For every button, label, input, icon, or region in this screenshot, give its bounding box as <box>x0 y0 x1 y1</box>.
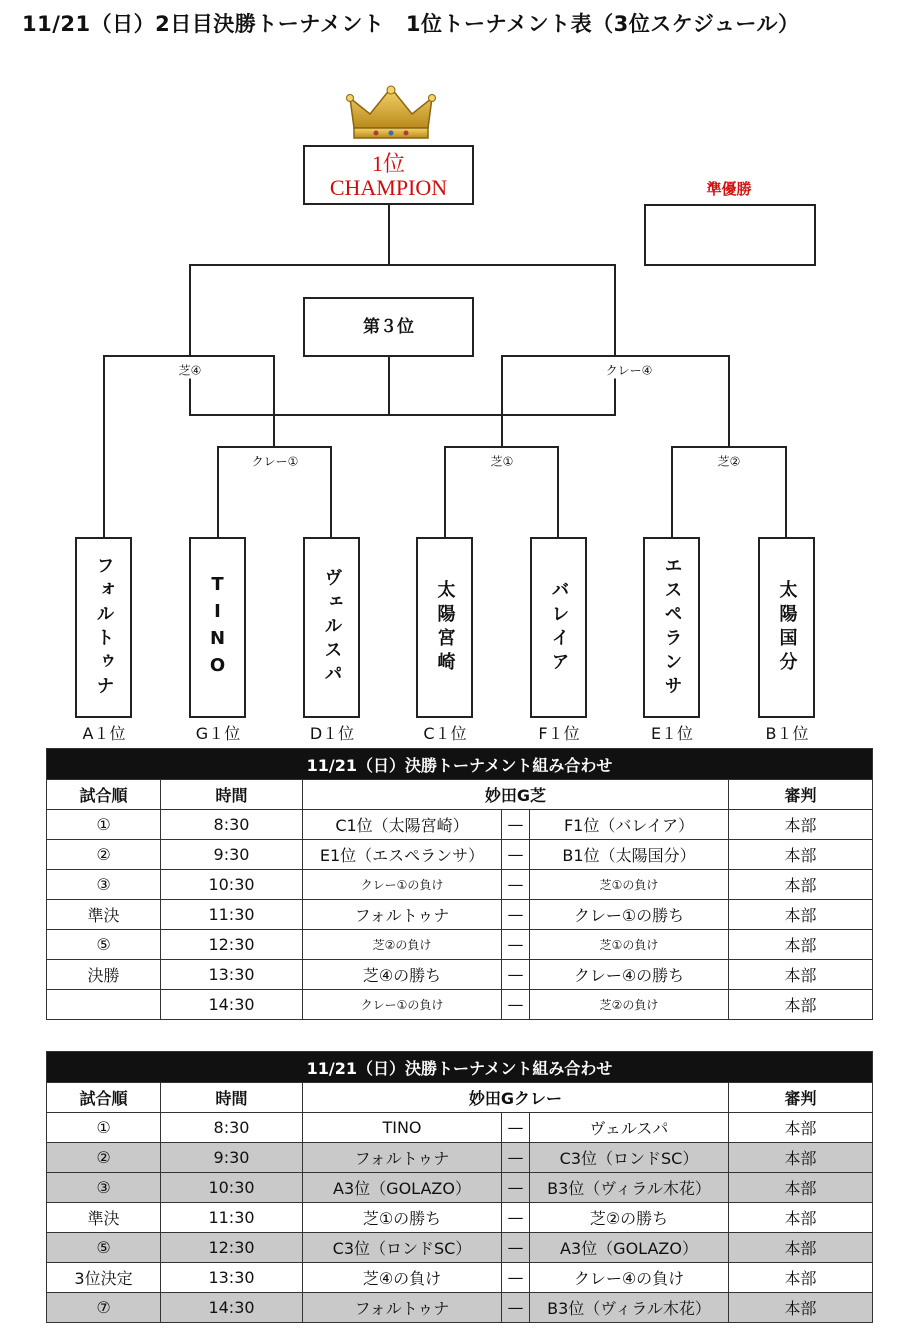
cell-referee: 本部 <box>729 810 873 840</box>
cell-referee: 本部 <box>729 900 873 930</box>
third-place-box: 第３位 <box>303 297 474 357</box>
cell-sep: — <box>502 1203 530 1233</box>
cell-away: 芝②の勝ち <box>530 1203 729 1233</box>
cell-order: 準決 <box>47 1203 161 1233</box>
cell-time: 13:30 <box>161 1263 303 1293</box>
team-name: エスペランサ <box>661 555 683 700</box>
cell-order: 準決 <box>47 900 161 930</box>
team-box <box>75 537 132 718</box>
crown-icon <box>346 84 436 142</box>
cell-away: クレー④の負け <box>530 1263 729 1293</box>
cell-order: ③ <box>47 1173 161 1203</box>
cell-home: フォルトゥナ <box>303 1293 502 1323</box>
cell-home: クレー①の負け <box>303 870 502 900</box>
cell-time: 11:30 <box>161 900 303 930</box>
table-row <box>47 1293 873 1323</box>
runner-up-label: 準優勝 <box>706 180 752 198</box>
cell-order: ② <box>47 1143 161 1173</box>
cell-home: フォルトゥナ <box>303 1143 502 1173</box>
cell-home: 芝①の勝ち <box>303 1203 502 1233</box>
table-row <box>47 900 873 930</box>
cell-sep: — <box>502 870 530 900</box>
cell-away: C3位（ロンドSC） <box>530 1143 729 1173</box>
header-referee: 審判 <box>729 1083 873 1113</box>
team-name: 太陽宮崎 <box>434 579 456 676</box>
cell-time: 14:30 <box>161 990 303 1020</box>
cell-sep: — <box>502 1263 530 1293</box>
team-seed: C１位 <box>423 724 467 743</box>
cell-time: 13:30 <box>161 960 303 990</box>
table-row <box>47 870 873 900</box>
cell-sep: — <box>502 1113 530 1143</box>
cell-sep: — <box>502 990 530 1020</box>
cell-order: 3位決定 <box>47 1263 161 1293</box>
header-referee: 審判 <box>729 780 873 810</box>
schedule-caption: 11/21（日）決勝トーナメント組み合わせ <box>47 749 873 780</box>
cell-referee: 本部 <box>729 1263 873 1293</box>
cell-home: 芝②の負け <box>303 930 502 960</box>
schedule-table-shiba <box>46 748 873 1020</box>
cell-away: B1位（太陽国分） <box>530 840 729 870</box>
cell-order: 決勝 <box>47 960 161 990</box>
table-row <box>47 1203 873 1233</box>
cell-home: フォルトゥナ <box>303 900 502 930</box>
cell-sep: — <box>502 840 530 870</box>
table-row <box>47 1233 873 1263</box>
cell-referee: 本部 <box>729 840 873 870</box>
cell-referee: 本部 <box>729 1293 873 1323</box>
cell-order: ⑤ <box>47 930 161 960</box>
cell-away: 芝②の負け <box>530 990 729 1020</box>
team-box <box>643 537 700 718</box>
cell-away: B3位（ヴィラル木花） <box>530 1173 729 1203</box>
table-header-row <box>47 1083 873 1113</box>
cell-order <box>47 990 161 1020</box>
match-label-clay4: クレー④ <box>603 362 656 379</box>
team-box <box>530 537 587 718</box>
team-seed: F１位 <box>538 724 580 743</box>
champion-label: CHAMPION <box>329 175 448 200</box>
cell-referee: 本部 <box>729 1203 873 1233</box>
table-row <box>47 1113 873 1143</box>
cell-order: ① <box>47 1113 161 1143</box>
cell-away: クレー④の勝ち <box>530 960 729 990</box>
match-label-shiba2: 芝② <box>715 453 744 470</box>
table-header-row <box>47 780 873 810</box>
cell-home: C3位（ロンドSC） <box>303 1233 502 1263</box>
header-time: 時間 <box>161 1083 303 1113</box>
cell-referee: 本部 <box>729 870 873 900</box>
team-name: 太陽国分 <box>776 579 798 676</box>
cell-sep: — <box>502 930 530 960</box>
team-seed: B１位 <box>765 724 809 743</box>
team-box <box>758 537 815 718</box>
cell-referee: 本部 <box>729 990 873 1020</box>
cell-time: 9:30 <box>161 840 303 870</box>
schedule-caption: 11/21（日）決勝トーナメント組み合わせ <box>47 1052 873 1083</box>
cell-home: クレー①の負け <box>303 990 502 1020</box>
team-name: ヴェルスパ <box>321 567 343 688</box>
cell-away: A3位（GOLAZO） <box>530 1233 729 1263</box>
team-name: バレイア <box>548 579 570 676</box>
page-title: 11/21（日）2日目決勝トーナメント 1位トーナメント表（3位スケジュール） <box>22 12 800 36</box>
cell-order: ⑦ <box>47 1293 161 1323</box>
cell-order: ① <box>47 810 161 840</box>
cell-sep: — <box>502 1233 530 1263</box>
team-seed: D１位 <box>309 724 355 743</box>
cell-time: 12:30 <box>161 930 303 960</box>
table-row <box>47 840 873 870</box>
match-label-shiba4: 芝④ <box>176 362 205 379</box>
cell-time: 10:30 <box>161 1173 303 1203</box>
team-box <box>189 537 246 718</box>
champion-box <box>303 145 474 205</box>
table-row <box>47 1263 873 1293</box>
cell-home: 芝④の負け <box>303 1263 502 1293</box>
cell-sep: — <box>502 1173 530 1203</box>
cell-sep: — <box>502 960 530 990</box>
cell-time: 9:30 <box>161 1143 303 1173</box>
cell-sep: — <box>502 810 530 840</box>
runner-up-box <box>644 204 816 266</box>
cell-home: C1位（太陽宮崎） <box>303 810 502 840</box>
schedule-table-clay <box>46 1051 873 1323</box>
cell-away: F1位（バレイア） <box>530 810 729 840</box>
cell-away: B3位（ヴィラル木花） <box>530 1293 729 1323</box>
cell-time: 11:30 <box>161 1203 303 1233</box>
cell-referee: 本部 <box>729 1173 873 1203</box>
cell-referee: 本部 <box>729 930 873 960</box>
cell-referee: 本部 <box>729 1233 873 1263</box>
cell-home: TINO <box>303 1113 502 1143</box>
table-row <box>47 1143 873 1173</box>
table-row <box>47 810 873 840</box>
team-seed: G１位 <box>195 724 241 743</box>
cell-time: 12:30 <box>161 1233 303 1263</box>
team-name: TINO <box>207 573 228 682</box>
cell-time: 14:30 <box>161 1293 303 1323</box>
cell-home: E1位（エスペランサ） <box>303 840 502 870</box>
cell-sep: — <box>502 1293 530 1323</box>
cell-referee: 本部 <box>729 960 873 990</box>
team-box <box>416 537 473 718</box>
cell-sep: — <box>502 900 530 930</box>
header-order: 試合順 <box>47 780 161 810</box>
cell-home: A3位（GOLAZO） <box>303 1173 502 1203</box>
match-label-shiba1: 芝① <box>488 453 517 470</box>
team-seed: A１位 <box>82 724 126 743</box>
table-row <box>47 930 873 960</box>
cell-time: 8:30 <box>161 1113 303 1143</box>
cell-referee: 本部 <box>729 1143 873 1173</box>
cell-order: ③ <box>47 870 161 900</box>
cell-referee: 本部 <box>729 1113 873 1143</box>
cell-away: クレー①の勝ち <box>530 900 729 930</box>
header-venue: 妙田G芝 <box>303 780 729 810</box>
table-row <box>47 1173 873 1203</box>
table-row <box>47 960 873 990</box>
cell-away: ヴェルスパ <box>530 1113 729 1143</box>
header-time: 時間 <box>161 780 303 810</box>
header-order: 試合順 <box>47 1083 161 1113</box>
team-seed: E１位 <box>650 724 694 743</box>
cell-order: ② <box>47 840 161 870</box>
cell-away: 芝①の負け <box>530 930 729 960</box>
cell-home: 芝④の勝ち <box>303 960 502 990</box>
champion-rank: 1位 <box>371 151 405 176</box>
team-name: フォルトゥナ <box>93 555 115 700</box>
cell-time: 10:30 <box>161 870 303 900</box>
table-row <box>47 990 873 1020</box>
cell-sep: — <box>502 1143 530 1173</box>
cell-away: 芝①の負け <box>530 870 729 900</box>
cell-time: 8:30 <box>161 810 303 840</box>
header-venue: 妙田Gクレー <box>303 1083 729 1113</box>
match-label-clay1: クレー① <box>249 453 302 470</box>
team-box <box>303 537 360 718</box>
cell-order: ⑤ <box>47 1233 161 1263</box>
